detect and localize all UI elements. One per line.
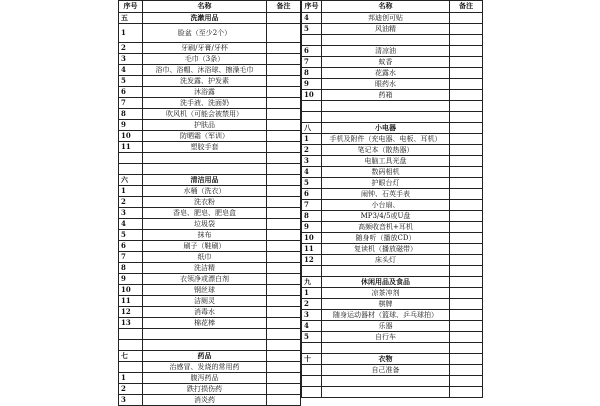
item-note <box>267 197 301 208</box>
item-note <box>450 244 483 255</box>
row-number: 5 <box>302 178 322 189</box>
item-name: 沐浴露 <box>143 87 267 98</box>
item-note <box>267 384 301 395</box>
item-note <box>267 219 301 230</box>
row-number: 9 <box>302 222 322 233</box>
item-note <box>450 365 483 376</box>
table-row <box>302 90 483 101</box>
item-name: 消毒水 <box>143 307 267 318</box>
table-row <box>119 329 301 340</box>
table-row <box>119 219 301 230</box>
row-number: 5 <box>119 76 143 87</box>
item-note <box>450 13 483 24</box>
table-row <box>302 244 483 255</box>
table-row <box>119 307 301 318</box>
row-number: 7 <box>119 252 143 263</box>
table-row <box>119 274 301 285</box>
item-note <box>450 277 483 288</box>
item-name: 清凉油 <box>322 46 450 57</box>
item-note <box>267 65 301 76</box>
row-number: 13 <box>119 318 143 329</box>
item-note <box>450 343 483 354</box>
item-name: 床头灯 <box>322 255 450 266</box>
table-row <box>302 266 483 277</box>
row-number: 11 <box>302 244 322 255</box>
table-row <box>302 178 483 189</box>
table-row <box>302 299 483 310</box>
item-note <box>450 288 483 299</box>
section-row <box>302 277 483 288</box>
table-row <box>119 186 301 197</box>
item-note <box>450 101 483 112</box>
row-number: 4 <box>302 321 322 332</box>
table-row <box>302 288 483 299</box>
row-number: 12 <box>302 255 322 266</box>
table-row <box>302 112 483 123</box>
table-row <box>302 189 483 200</box>
row-number: 3 <box>119 208 143 219</box>
row-number: 7 <box>119 98 143 109</box>
header-note: 备注 <box>450 1 483 13</box>
left-body <box>119 13 301 406</box>
table-row <box>119 43 301 54</box>
table-row <box>302 376 483 387</box>
row-number <box>302 376 322 387</box>
section-title: 休闲用品及食品 <box>322 277 450 288</box>
item-name: 药箱 <box>322 90 450 101</box>
table-row <box>302 101 483 112</box>
item-name: 小台扇、 <box>322 200 450 211</box>
item-name: 抹布 <box>143 230 267 241</box>
item-name: 牙刷/牙膏/牙杯 <box>143 43 267 54</box>
item-note <box>267 109 301 120</box>
item-name <box>322 343 450 354</box>
table-row <box>302 156 483 167</box>
right-body <box>302 13 483 398</box>
item-note <box>267 252 301 263</box>
item-note <box>450 57 483 68</box>
item-note <box>450 189 483 200</box>
item-note <box>267 373 301 384</box>
table-row <box>302 321 483 332</box>
item-name: 纸巾 <box>143 252 267 263</box>
row-number: 6 <box>119 87 143 98</box>
item-name <box>143 153 267 164</box>
section-row <box>119 351 301 362</box>
table-row <box>302 310 483 321</box>
row-number: 9 <box>119 274 143 285</box>
row-number: 十 <box>302 354 322 365</box>
header-name: 名称 <box>322 1 450 13</box>
item-name: 洗衣粉 <box>143 197 267 208</box>
row-number <box>119 153 143 164</box>
row-number: 8 <box>119 109 143 120</box>
item-note <box>267 318 301 329</box>
item-name: 洁厕灵 <box>143 296 267 307</box>
item-name: 棉花棒 <box>143 318 267 329</box>
item-name: 电脑工具光盘 <box>322 156 450 167</box>
table-row <box>302 167 483 178</box>
item-name: 香皂、肥皂、肥皂盒 <box>143 208 267 219</box>
item-name: 风油精 <box>322 24 450 35</box>
header-note: 备注 <box>267 1 301 13</box>
item-note <box>267 54 301 65</box>
item-name: 垃圾袋 <box>143 219 267 230</box>
row-number: 4 <box>119 65 143 76</box>
table-row <box>302 222 483 233</box>
row-number: 7 <box>302 200 322 211</box>
item-note <box>450 178 483 189</box>
row-number: 10 <box>302 233 322 244</box>
row-number: 9 <box>119 120 143 131</box>
item-name <box>322 376 450 387</box>
row-number <box>119 362 143 373</box>
item-note <box>450 79 483 90</box>
row-number <box>302 365 322 376</box>
row-number <box>119 164 143 175</box>
item-name: 洗洁精 <box>143 263 267 274</box>
item-name: 脸盆（至少2个） <box>143 24 267 43</box>
item-name <box>322 101 450 112</box>
item-note <box>267 142 301 153</box>
item-note <box>267 296 301 307</box>
item-name <box>322 387 450 398</box>
row-number: 5 <box>302 24 322 35</box>
item-name: 高频收音机+耳机 <box>322 222 450 233</box>
row-number <box>119 340 143 351</box>
row-number: 4 <box>119 219 143 230</box>
item-name: 邦迪创可贴 <box>322 13 450 24</box>
item-note <box>267 329 301 340</box>
item-name: 吹风机（可能会被禁用） <box>143 109 267 120</box>
item-note <box>450 200 483 211</box>
item-name: 自行车 <box>322 332 450 343</box>
item-name: 护肤品 <box>143 120 267 131</box>
item-note <box>450 167 483 178</box>
item-note <box>450 35 483 46</box>
item-note <box>450 255 483 266</box>
table-row <box>302 68 483 79</box>
item-note <box>450 354 483 365</box>
table-row <box>119 65 301 76</box>
table-row <box>302 24 483 35</box>
header-no: 序号 <box>119 1 143 13</box>
item-name: 笔记本（散热器） <box>322 145 450 156</box>
item-name: 棋牌 <box>322 299 450 310</box>
table-row <box>119 142 301 153</box>
item-note <box>450 46 483 57</box>
section-row <box>302 354 483 365</box>
table-row <box>119 340 301 351</box>
table-row <box>119 131 301 142</box>
table-row <box>119 24 301 43</box>
item-note <box>267 43 301 54</box>
item-note <box>450 68 483 79</box>
row-number: 6 <box>302 189 322 200</box>
table-row <box>302 200 483 211</box>
row-number: 五 <box>119 13 143 24</box>
item-note <box>450 332 483 343</box>
item-note <box>267 208 301 219</box>
section-title: 洗漱用品 <box>143 13 267 24</box>
row-number: 11 <box>119 142 143 153</box>
item-note <box>267 395 301 406</box>
item-note <box>267 186 301 197</box>
table-row <box>119 384 301 395</box>
table-row <box>302 145 483 156</box>
row-number: 4 <box>302 167 322 178</box>
item-note <box>450 24 483 35</box>
item-name: 闹钟、石英手表 <box>322 189 450 200</box>
table-row <box>119 241 301 252</box>
row-number: 4 <box>302 13 322 24</box>
left-table <box>118 0 301 406</box>
right-table <box>301 0 483 398</box>
item-name: 洗手液、洗面奶 <box>143 98 267 109</box>
table-row <box>302 211 483 222</box>
item-note <box>267 175 301 186</box>
item-name <box>322 35 450 46</box>
row-number: 3 <box>302 156 322 167</box>
table-row <box>119 109 301 120</box>
table-row <box>119 318 301 329</box>
item-name: 花露水 <box>322 68 450 79</box>
table-row <box>119 373 301 384</box>
item-note <box>267 230 301 241</box>
item-name: 衣领净或漂白剂 <box>143 274 267 285</box>
item-note <box>267 362 301 373</box>
item-note <box>450 266 483 277</box>
table-row <box>302 35 483 46</box>
item-name: 水桶（洗衣） <box>143 186 267 197</box>
table-row <box>119 197 301 208</box>
item-note <box>267 87 301 98</box>
item-note <box>450 310 483 321</box>
table-row <box>119 76 301 87</box>
table-row <box>119 153 301 164</box>
row-number: 6 <box>119 241 143 252</box>
row-number: 七 <box>119 351 143 362</box>
item-name: 复读机（播放磁带） <box>322 244 450 255</box>
item-note <box>267 164 301 175</box>
item-name: 手机及附件（充电器、电板、耳机） <box>322 134 450 145</box>
item-name: 治感冒、发烧的常用药 <box>143 362 267 373</box>
row-number: 1 <box>302 288 322 299</box>
row-number: 九 <box>302 277 322 288</box>
item-note <box>267 340 301 351</box>
item-name: 自己准备 <box>322 365 450 376</box>
table-row <box>302 233 483 244</box>
item-name: 刷子（鞋刷） <box>143 241 267 252</box>
row-number: 10 <box>302 90 322 101</box>
item-note <box>450 90 483 101</box>
item-name: 腹泻药品 <box>143 373 267 384</box>
row-number: 3 <box>119 54 143 65</box>
table-row <box>119 230 301 241</box>
item-name: 浴巾、浴帽、沐浴球、擦澡毛巾 <box>143 65 267 76</box>
item-note <box>267 285 301 296</box>
item-note <box>450 299 483 310</box>
item-name: 毛巾（3条） <box>143 54 267 65</box>
table-row <box>302 332 483 343</box>
table-row <box>119 164 301 175</box>
item-note <box>450 321 483 332</box>
item-name: 消炎药 <box>143 395 267 406</box>
item-name: 塑胶手套 <box>143 142 267 153</box>
item-note <box>450 156 483 167</box>
row-number: 2 <box>302 299 322 310</box>
item-note <box>450 211 483 222</box>
item-note <box>450 376 483 387</box>
row-number <box>302 387 322 398</box>
right-header-row <box>302 1 483 13</box>
header-no: 序号 <box>302 1 322 13</box>
table-row <box>119 87 301 98</box>
item-name: 钢丝球 <box>143 285 267 296</box>
table-row <box>302 134 483 145</box>
item-note <box>450 222 483 233</box>
table-row <box>119 120 301 131</box>
row-number: 3 <box>119 395 143 406</box>
row-number <box>302 343 322 354</box>
row-number: 1 <box>119 24 143 43</box>
row-number: 6 <box>302 46 322 57</box>
item-note <box>450 145 483 156</box>
item-note <box>267 263 301 274</box>
item-note <box>267 274 301 285</box>
row-number: 11 <box>119 296 143 307</box>
left-header-row <box>119 1 301 13</box>
table-row <box>119 54 301 65</box>
section-row <box>302 123 483 134</box>
section-title: 药品 <box>143 351 267 362</box>
table-row <box>302 79 483 90</box>
row-number: 1 <box>119 373 143 384</box>
item-note <box>267 241 301 252</box>
row-number <box>302 35 322 46</box>
item-note <box>267 24 301 43</box>
row-number <box>302 101 322 112</box>
item-name: 蚊香 <box>322 57 450 68</box>
table-row <box>119 296 301 307</box>
row-number: 10 <box>119 131 143 142</box>
row-number: 7 <box>302 57 322 68</box>
row-number <box>302 266 322 277</box>
item-note <box>450 123 483 134</box>
table-row <box>302 57 483 68</box>
table-row <box>302 365 483 376</box>
row-number: 8 <box>119 263 143 274</box>
row-number: 8 <box>302 68 322 79</box>
item-name: 防晒霜（军训） <box>143 131 267 142</box>
row-number: 12 <box>119 307 143 318</box>
section-row <box>119 13 301 24</box>
item-name: 凉茶冲剂 <box>322 288 450 299</box>
item-note <box>267 351 301 362</box>
header-name: 名称 <box>143 1 267 13</box>
row-number: 3 <box>302 310 322 321</box>
row-number: 六 <box>119 175 143 186</box>
item-name: 护眼台灯 <box>322 178 450 189</box>
item-note <box>450 134 483 145</box>
table-row <box>302 343 483 354</box>
row-number: 2 <box>119 197 143 208</box>
table-row <box>119 362 301 373</box>
table-row <box>119 395 301 406</box>
item-note <box>267 307 301 318</box>
item-note <box>267 98 301 109</box>
table-row <box>119 208 301 219</box>
row-number: 2 <box>302 145 322 156</box>
row-number: 1 <box>119 186 143 197</box>
item-name: 随身运动器材（篮球、乒乓球拍） <box>322 310 450 321</box>
section-row <box>119 175 301 186</box>
section-title: 清洁用品 <box>143 175 267 186</box>
row-number: 9 <box>302 79 322 90</box>
row-number: 1 <box>302 134 322 145</box>
table-row <box>119 98 301 109</box>
table-row <box>302 46 483 57</box>
item-note <box>267 153 301 164</box>
table-row <box>302 255 483 266</box>
item-note <box>267 131 301 142</box>
item-name: 洗发露、护发素 <box>143 76 267 87</box>
item-note <box>267 120 301 131</box>
row-number: 5 <box>302 332 322 343</box>
item-name: 眼药水 <box>322 79 450 90</box>
table-row <box>119 263 301 274</box>
section-title: 小电器 <box>322 123 450 134</box>
row-number: 10 <box>119 285 143 296</box>
row-number: 8 <box>302 211 322 222</box>
row-number: 2 <box>119 384 143 395</box>
item-name: MP3/4/5或U盘 <box>322 211 450 222</box>
section-title: 衣物 <box>322 354 450 365</box>
item-note <box>450 112 483 123</box>
item-name: 随身听（播放CD） <box>322 233 450 244</box>
item-name <box>143 164 267 175</box>
table-row <box>302 13 483 24</box>
item-name <box>322 266 450 277</box>
row-number: 5 <box>119 230 143 241</box>
item-note <box>450 387 483 398</box>
item-note <box>267 13 301 24</box>
table-row <box>119 285 301 296</box>
item-name <box>143 329 267 340</box>
table-row <box>119 252 301 263</box>
item-note <box>450 233 483 244</box>
row-number <box>302 112 322 123</box>
item-name: 乐器 <box>322 321 450 332</box>
row-number <box>119 329 143 340</box>
item-name: 跌打损伤药 <box>143 384 267 395</box>
item-note <box>267 76 301 87</box>
row-number: 八 <box>302 123 322 134</box>
item-name <box>143 340 267 351</box>
table-row <box>302 387 483 398</box>
row-number: 2 <box>119 43 143 54</box>
item-name: 数码相机 <box>322 167 450 178</box>
item-name <box>322 112 450 123</box>
